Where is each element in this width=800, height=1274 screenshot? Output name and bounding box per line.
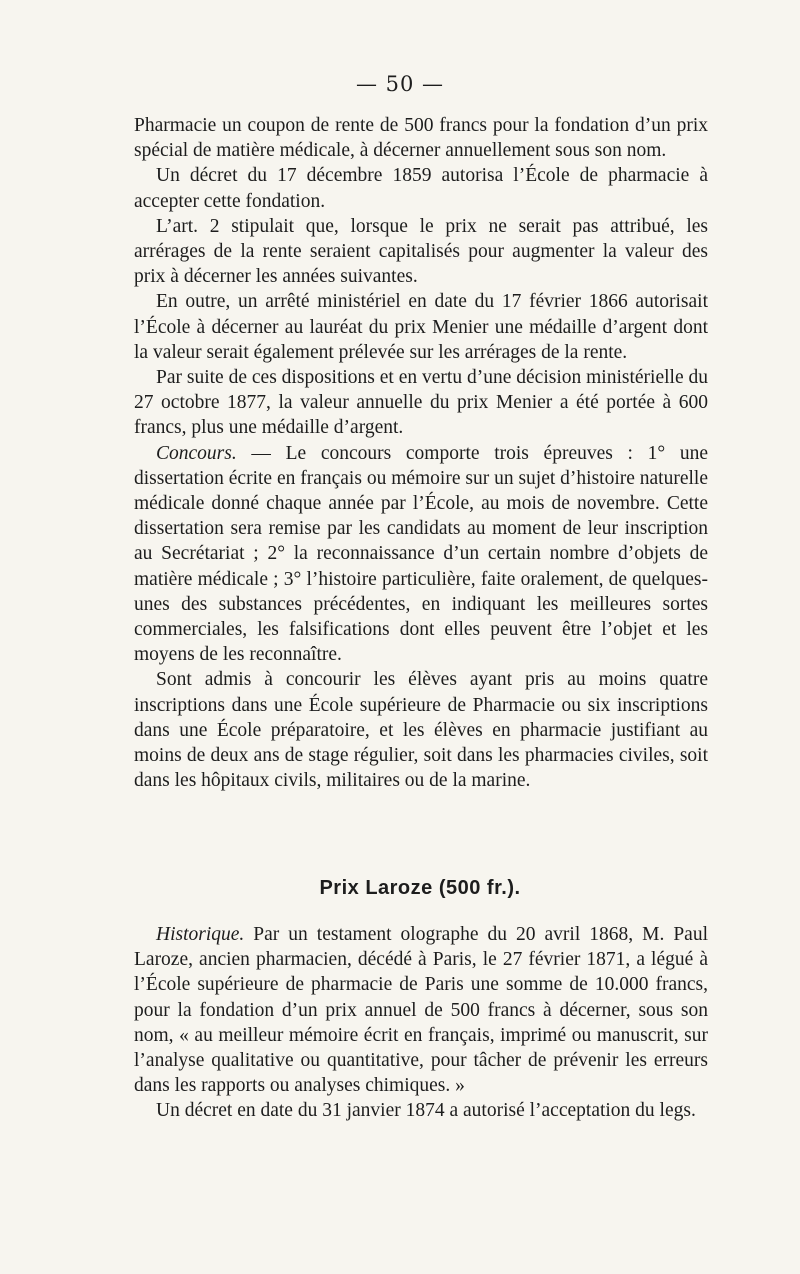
paragraph-decret-1859: Un décret du 17 décembre 1859 autorisa l’École de pharmacie à accepter cette fondation. [134, 165, 708, 212]
paragraph-decret-1874: Un décret en date du 31 janvier 1874 a autorisé l’acceptation du legs. [156, 1100, 696, 1122]
concours-label: Concours. [156, 442, 237, 464]
paragraph-admission: Sont admis à concourir les élèves ayant pris au moins quatre inscriptions dans une École supérieure de Pharmacie ou six inscriptions dans une École préparatoire, et les élèves en pharmacie justifiant au moins de deux ans de stage régulier, soit dans les pharmacies civiles, soit dans les hôpitaux civils, militaires ou de la marine. [134, 669, 708, 792]
paragraph-concours [134, 441, 708, 668]
paragraph-arrete-1866: En outre, un arrêté ministériel en date du 17 février 1866 autorisait l’École à décerner au lauréat du prix Menier une médaille d’argent dont la valeur serait également prélevée sur les arrérages de la rente. [134, 291, 708, 363]
paragraph-decision-1877: Par suite de ces dispositions et en vertu d’une décision ministérielle du 27 octobre 1877, la valeur annuelle du prix Menier a été portée à 600 francs, plus une médaille d’argent. [134, 367, 708, 439]
paragraph-historique [134, 922, 708, 1098]
historique-text: Par un testament olographe du 20 avril 1868, M. Paul Laroze, ancien pharmacien, décédé à Paris, le 27 février 1871, a légué à l’École supérieure de pharmacie de Paris une somme de 10.000 francs, pour la fondation d’un prix annuel de 500 francs à décerner, sous son nom, « au meilleur mémoire écrit en français, imprimé ou manuscrit, sur l’analyse qualitative ou quantitative, pour tâcher de prévenir les erreurs dans les rapports ou analyses chimiques. » [134, 924, 708, 1097]
historique-label: Historique. [156, 924, 245, 945]
body-text-bottom [134, 922, 708, 1124]
body-text-top [134, 113, 708, 793]
paragraph-article-2: L’art. 2 stipulait que, lorsque le prix ne serait pas attribué, les arrérages de la rente seraient capitalisés pour augmenter la valeur des prix à décerner les années suivantes. [134, 215, 708, 288]
paragraph-intro: Pharmacie un coupon de rente de 500 francs pour la fondation d’un prix spécial de matière médicale, à décerner annuellement sous son nom. [134, 115, 708, 162]
section-title: Prix Laroze (500 fr.). [319, 877, 521, 899]
page-number: — 50 — [355, 72, 445, 96]
concours-text: — Le concours comporte trois épreuves : 1° une dissertation écrite en français ou mémoire sur un sujet d’histoire naturelle médicale donné chaque année par l’École, au mois de novembre. Cette dissertation sera remise par les candidats au moment de leur inscription au Secrétariat ; 2° la reconnaissance d’un certain nombre d’objets de matière médicale ; 3° l’histoire particulière, faite oralement, de quelques-unes des substances précédentes, en indiquant les meilleures sortes commerciales, les falsifications dont elles peuvent être l’objet et les moyens de les reconnaître. [134, 442, 708, 666]
